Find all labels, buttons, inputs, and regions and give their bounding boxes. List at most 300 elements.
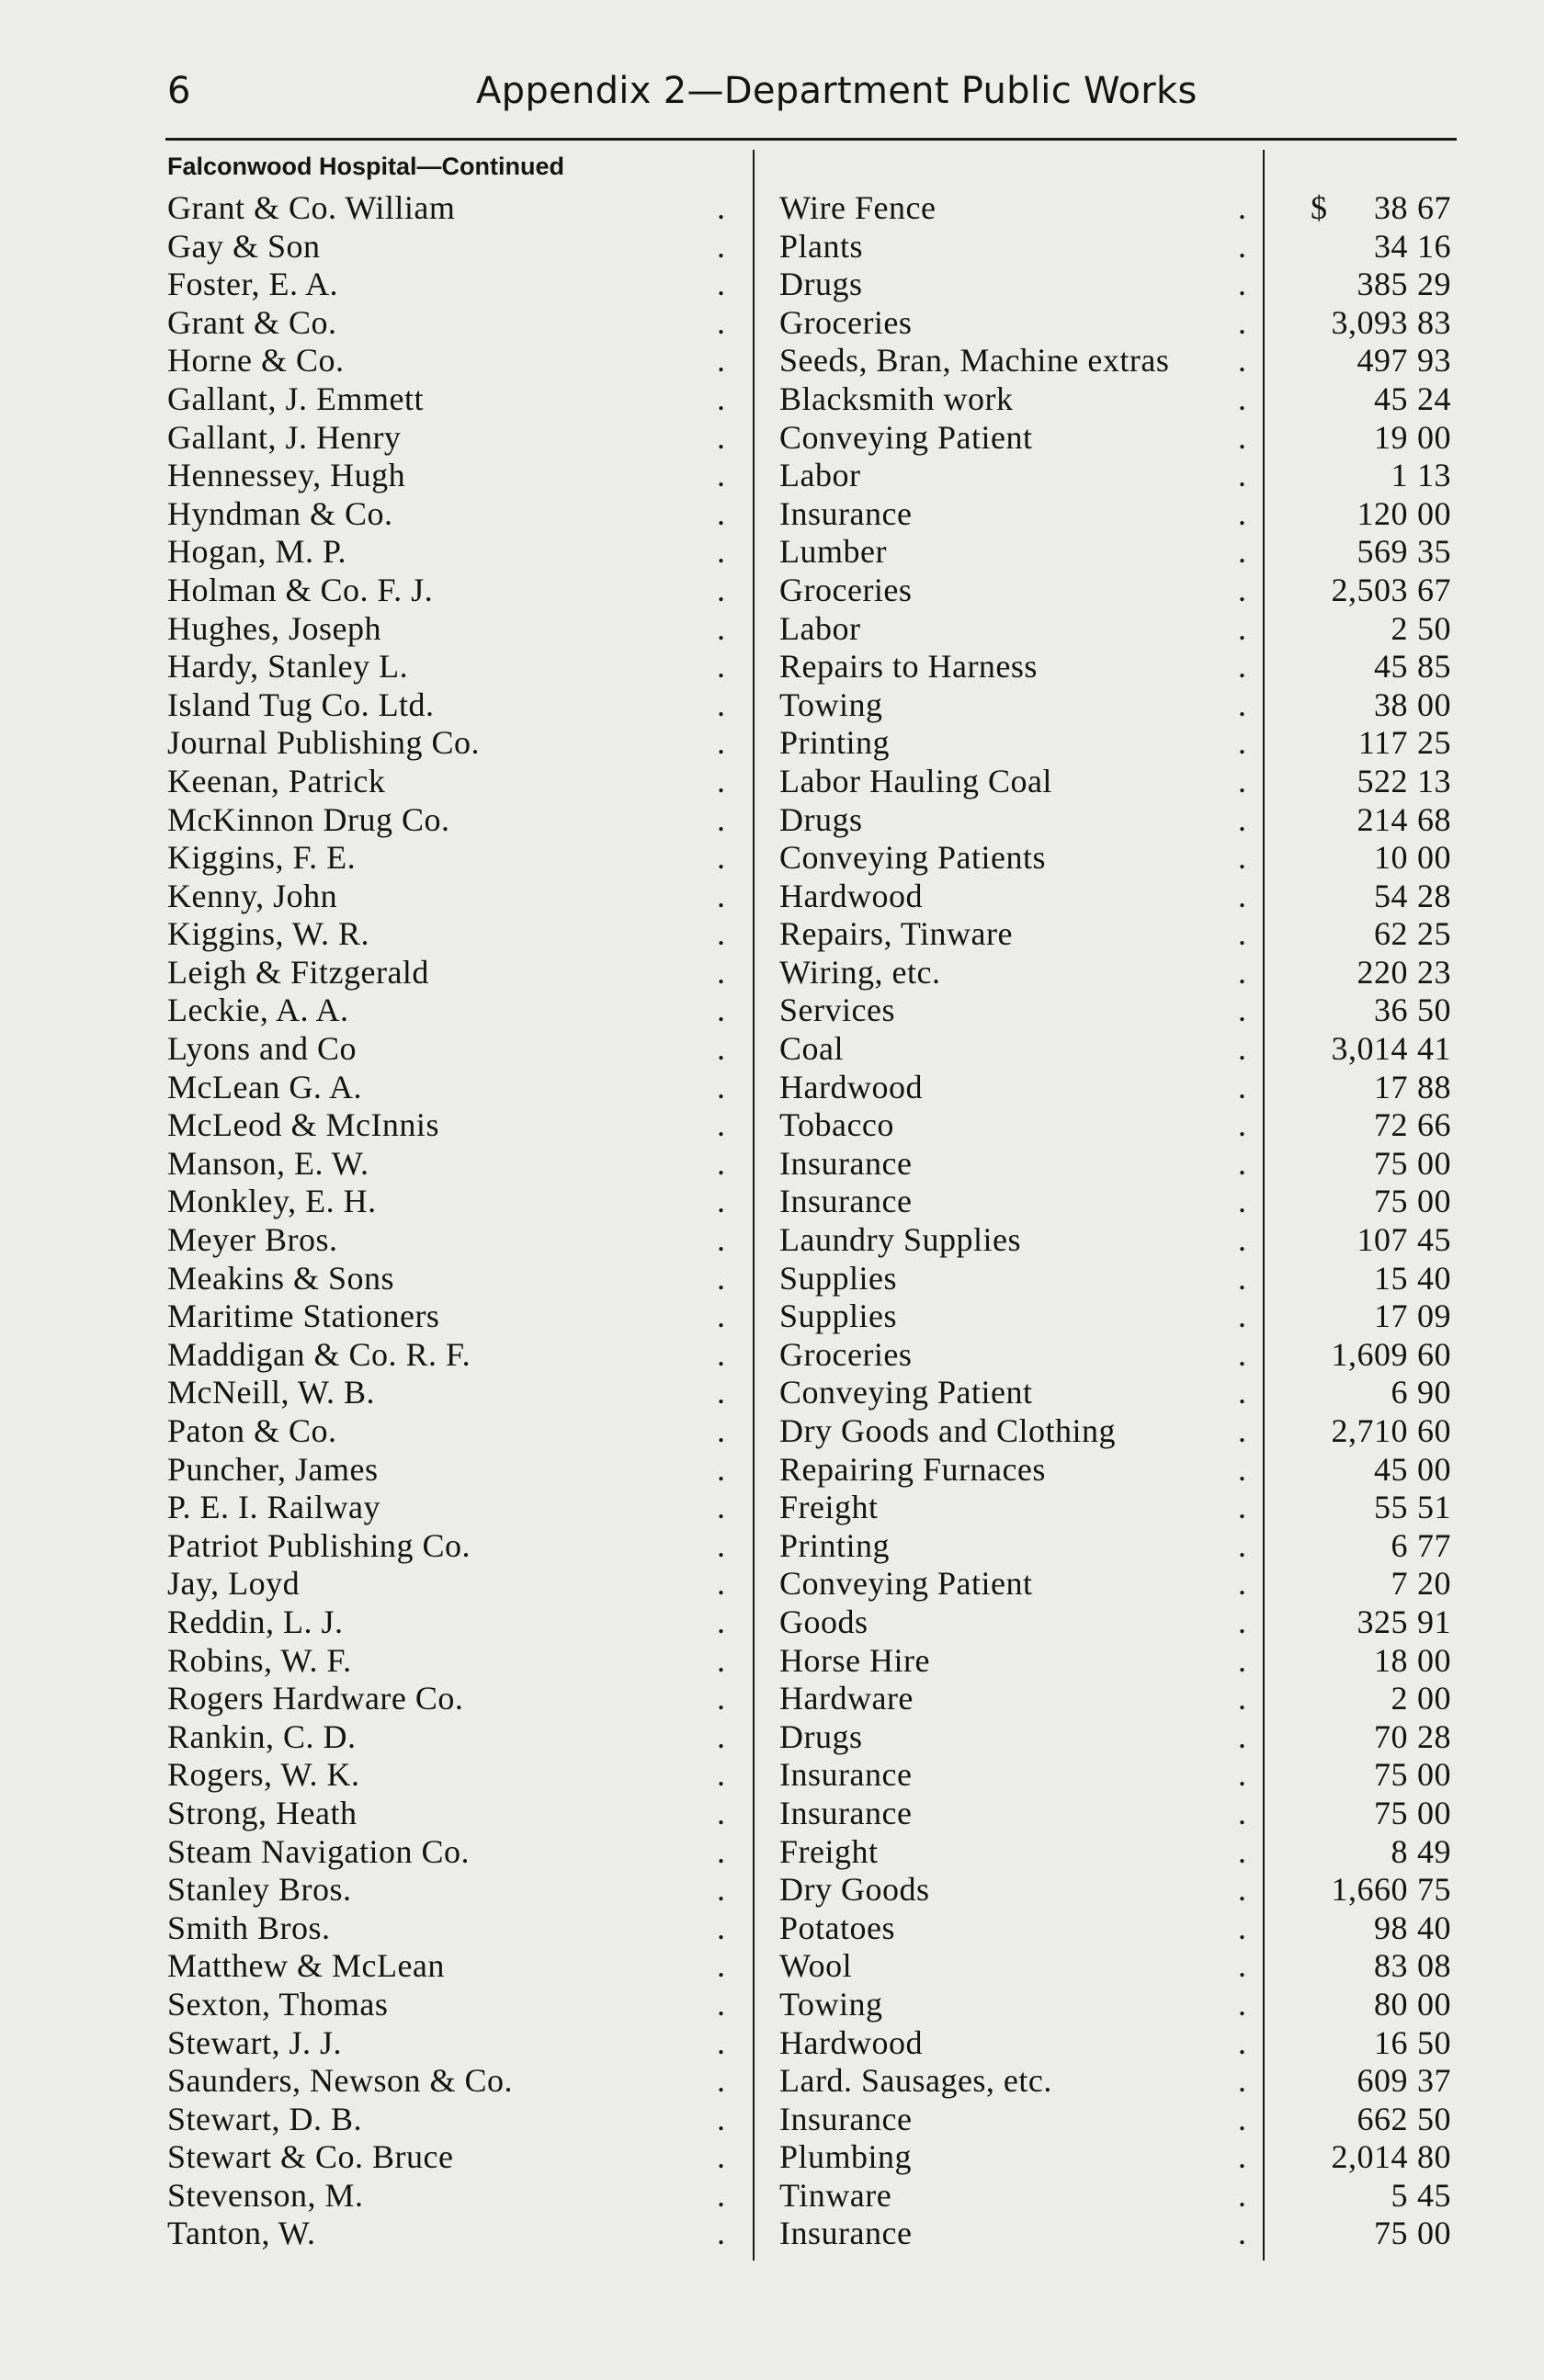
- leader-dot: .: [717, 953, 726, 991]
- table-row: [0, 609, 1544, 648]
- payee-name: Jay, Loyd: [167, 1565, 301, 1603]
- table-row: [0, 265, 1544, 303]
- amount-dollars: 117: [1357, 724, 1408, 762]
- table-row: [0, 1029, 1544, 1068]
- expense-item: Insurance: [779, 1794, 913, 1831]
- leader-dot: .: [1238, 1450, 1247, 1488]
- amount-cents: 51: [1417, 1489, 1451, 1526]
- leader-dot: .: [717, 1183, 726, 1220]
- expense-item: Groceries: [779, 1335, 913, 1373]
- expense-item: Repairing Furnaces: [779, 1450, 1046, 1488]
- expense-item: Towing: [779, 686, 883, 723]
- expense-item: Insurance: [779, 2100, 913, 2137]
- table-row: [0, 1946, 1544, 1985]
- expense-item: Conveying Patient: [779, 1374, 1033, 1411]
- amount-cents: 75: [1417, 1871, 1451, 1909]
- amount-cents: 13: [1417, 457, 1451, 494]
- table-row: [0, 1679, 1544, 1717]
- payee-name: McLeod & McInnis: [167, 1106, 439, 1144]
- payee-name: McLean G. A.: [167, 1068, 362, 1105]
- page-number: 6: [167, 70, 191, 112]
- leader-dot: .: [717, 2062, 726, 2100]
- amount-dollars: 75: [1374, 1144, 1408, 1182]
- leader-dot: .: [1238, 724, 1247, 762]
- payee-name: Sexton, Thomas: [167, 1985, 389, 2023]
- leader-dot: .: [1238, 380, 1247, 417]
- expense-item: Goods: [779, 1603, 868, 1640]
- amount-dollars: 2: [1391, 609, 1408, 647]
- amount-dollars: 75: [1374, 1756, 1408, 1794]
- table-row: [0, 571, 1544, 609]
- leader-dot: .: [1238, 1871, 1247, 1909]
- payee-name: Horne & Co.: [167, 342, 345, 380]
- leader-dot: .: [717, 1298, 726, 1335]
- expense-item: Insurance: [779, 2215, 913, 2252]
- leader-dot: .: [1238, 1183, 1247, 1220]
- table-row: [0, 1755, 1544, 1794]
- payee-name: Gay & Son: [167, 227, 321, 265]
- payee-name: Maddigan & Co. R. F.: [167, 1335, 471, 1373]
- expense-item: Insurance: [779, 1756, 913, 1794]
- leader-dot: .: [1238, 1794, 1247, 1831]
- payee-name: Grant & Co.: [167, 303, 337, 341]
- expense-item: Labor Hauling Coal: [779, 762, 1052, 799]
- amount-cents: 67: [1417, 571, 1451, 608]
- expense-item: Hardwood: [779, 877, 923, 914]
- leader-dot: .: [717, 1106, 726, 1144]
- leader-dot: .: [717, 992, 726, 1029]
- table-row: [0, 2176, 1544, 2215]
- expense-item: Lumber: [779, 533, 887, 571]
- leader-dot: .: [717, 800, 726, 838]
- amount-cents: 29: [1417, 266, 1451, 303]
- amount-dollars: 325: [1357, 1603, 1408, 1640]
- amount-dollars: 55: [1374, 1489, 1408, 1526]
- leader-dot: .: [1238, 800, 1247, 838]
- table-row: [0, 1182, 1544, 1220]
- amount-cents: 88: [1417, 1068, 1451, 1105]
- leader-dot: .: [717, 1871, 726, 1909]
- amount-cents: 35: [1417, 533, 1451, 571]
- amount-cents: 16: [1417, 227, 1451, 265]
- expense-item: Conveying Patient: [779, 1565, 1033, 1603]
- leader-dot: .: [1238, 1221, 1247, 1259]
- expense-item: Potatoes: [779, 1909, 895, 1946]
- payee-name: Patriot Publishing Co.: [167, 1526, 471, 1564]
- amount-dollars: 83: [1374, 1947, 1408, 1985]
- leader-dot: .: [1238, 2138, 1247, 2176]
- expense-item: Labor: [779, 609, 861, 647]
- payee-name: Meyer Bros.: [167, 1221, 338, 1259]
- amount-cents: 50: [1417, 992, 1451, 1029]
- expense-item: Hardwood: [779, 2023, 923, 2061]
- payee-name: Holman & Co. F. J.: [167, 571, 434, 608]
- amount-cents: 00: [1417, 494, 1451, 532]
- payee-name: Matthew & McLean: [167, 1947, 445, 1985]
- table-row: [0, 227, 1544, 266]
- amount-cents: 90: [1417, 1374, 1451, 1411]
- expense-item: Conveying Patients: [779, 839, 1046, 877]
- expense-item: Repairs to Harness: [779, 648, 1038, 686]
- table-row: [0, 1717, 1544, 1756]
- payee-name: Leigh & Fitzgerald: [167, 953, 429, 991]
- leader-dot: .: [1238, 686, 1247, 723]
- amount-cents: 67: [1417, 189, 1451, 226]
- amount-dollars: 1: [1391, 457, 1408, 494]
- table-row: [0, 188, 1544, 227]
- amount-dollars: 2,503: [1331, 571, 1408, 608]
- amount-cents: 85: [1417, 648, 1451, 686]
- leader-dot: .: [1238, 1985, 1247, 2023]
- amount-dollars: 8: [1391, 1832, 1408, 1870]
- section-title: Falconwood Hospital—Continued: [167, 153, 564, 180]
- table-row: [0, 991, 1544, 1029]
- leader-dot: .: [717, 1489, 726, 1526]
- amount-dollars: 10: [1374, 839, 1408, 877]
- leader-dot: .: [717, 533, 726, 571]
- payee-name: Rankin, C. D.: [167, 1717, 357, 1755]
- leader-dot: .: [717, 724, 726, 762]
- payee-name: Rogers Hardware Co.: [167, 1680, 464, 1717]
- expense-item: Plumbing: [779, 2138, 913, 2176]
- table-row: [0, 2100, 1544, 2138]
- amount-dollars: 18: [1374, 1641, 1408, 1679]
- leader-dot: .: [717, 1680, 726, 1717]
- leader-dot: .: [717, 1526, 726, 1564]
- table-row: [0, 1870, 1544, 1909]
- table-row: [0, 2023, 1544, 2062]
- payee-name: Maritime Stationers: [167, 1298, 440, 1335]
- table-row: [0, 800, 1544, 839]
- payee-name: Stanley Bros.: [167, 1871, 352, 1909]
- leader-dot: .: [1238, 2215, 1247, 2252]
- amount-cents: 66: [1417, 1106, 1451, 1144]
- leader-dot: .: [717, 1985, 726, 2023]
- table-row: [0, 2137, 1544, 2176]
- payee-name: Keenan, Patrick: [167, 762, 386, 799]
- leader-dot: .: [717, 266, 726, 303]
- expense-item: Labor: [779, 457, 861, 494]
- table-row: [0, 303, 1544, 342]
- table-row: [0, 838, 1544, 877]
- payee-name: Steam Navigation Co.: [167, 1832, 470, 1870]
- table-row: [0, 1526, 1544, 1565]
- table-row: [0, 953, 1544, 992]
- expense-item: Insurance: [779, 494, 913, 532]
- table-row: [0, 1832, 1544, 1871]
- expense-item: Groceries: [779, 571, 913, 608]
- ledger-table: [0, 188, 1544, 2252]
- amount-dollars: 6: [1391, 1374, 1408, 1411]
- amount-dollars: 38: [1374, 189, 1408, 226]
- payee-name: Hyndman & Co.: [167, 494, 393, 532]
- table-row: [0, 1105, 1544, 1144]
- amount-cents: 28: [1417, 1717, 1451, 1755]
- expense-item: Blacksmith work: [779, 380, 1014, 417]
- amount-cents: 28: [1417, 877, 1451, 914]
- leader-dot: .: [1238, 609, 1247, 647]
- leader-dot: .: [1238, 1717, 1247, 1755]
- payee-name: McKinnon Drug Co.: [167, 800, 450, 838]
- leader-dot: .: [1238, 915, 1247, 953]
- expense-item: Coal: [779, 1030, 844, 1068]
- leader-dot: .: [1238, 1526, 1247, 1564]
- amount-cents: 00: [1417, 1641, 1451, 1679]
- table-row: [0, 1144, 1544, 1183]
- expense-item: Seeds, Bran, Machine extras: [779, 342, 1170, 380]
- amount-cents: 00: [1417, 1450, 1451, 1488]
- amount-dollars: 1,609: [1331, 1335, 1408, 1373]
- leader-dot: .: [1238, 1832, 1247, 1870]
- expense-item: Groceries: [779, 303, 913, 341]
- expense-item: Insurance: [779, 1144, 913, 1182]
- table-row: [0, 1603, 1544, 1641]
- table-row: [0, 1794, 1544, 1832]
- leader-dot: .: [1238, 342, 1247, 380]
- expense-item: Horse Hire: [779, 1641, 930, 1679]
- leader-dot: .: [1238, 762, 1247, 799]
- amount-dollars: 1,660: [1331, 1871, 1408, 1909]
- amount-cents: 23: [1417, 953, 1451, 991]
- leader-dot: .: [717, 609, 726, 647]
- expense-item: Plants: [779, 227, 864, 265]
- leader-dot: .: [1238, 1335, 1247, 1373]
- table-row: [0, 456, 1544, 494]
- amount-dollars: 54: [1374, 877, 1408, 914]
- expense-item: Services: [779, 992, 895, 1029]
- amount-cents: 49: [1417, 1832, 1451, 1870]
- amount-cents: 00: [1417, 1183, 1451, 1220]
- leader-dot: .: [1238, 1603, 1247, 1640]
- expense-item: Wool: [779, 1947, 853, 1985]
- leader-dot: .: [1238, 494, 1247, 532]
- payee-name: Monkley, E. H.: [167, 1183, 377, 1220]
- amount-dollars: 38: [1374, 686, 1408, 723]
- payee-name: Gallant, J. Emmett: [167, 380, 424, 417]
- currency-symbol: $: [1311, 189, 1328, 226]
- payee-name: Paton & Co.: [167, 1412, 337, 1449]
- leader-dot: .: [717, 686, 726, 723]
- payee-name: Meakins & Sons: [167, 1259, 395, 1297]
- table-row: [0, 1297, 1544, 1335]
- leader-dot: .: [1238, 1106, 1247, 1144]
- payee-name: Robins, W. F.: [167, 1641, 352, 1679]
- amount-cents: 40: [1417, 1909, 1451, 1946]
- amount-dollars: 5: [1391, 2176, 1408, 2214]
- payee-name: Manson, E. W.: [167, 1144, 369, 1182]
- table-row: [0, 1564, 1544, 1603]
- leader-dot: .: [717, 877, 726, 914]
- leader-dot: .: [1238, 839, 1247, 877]
- leader-dot: .: [717, 1450, 726, 1488]
- payee-name: Stewart, D. B.: [167, 2100, 362, 2137]
- table-row: [0, 1909, 1544, 1947]
- payee-name: Island Tug Co. Ltd.: [167, 686, 435, 723]
- leader-dot: .: [1238, 953, 1247, 991]
- amount-dollars: 36: [1374, 992, 1408, 1029]
- leader-dot: .: [717, 1641, 726, 1679]
- expense-item: Dry Goods and Clothing: [779, 1412, 1116, 1449]
- table-row: [0, 1220, 1544, 1259]
- leader-dot: .: [717, 1756, 726, 1794]
- table-row: [0, 2214, 1544, 2252]
- amount-cents: 13: [1417, 762, 1451, 799]
- table-row: [0, 762, 1544, 800]
- leader-dot: .: [717, 1068, 726, 1105]
- payee-name: Lyons and Co: [167, 1030, 358, 1068]
- leader-dot: .: [717, 1144, 726, 1182]
- table-row: [0, 494, 1544, 533]
- amount-cents: 24: [1417, 380, 1451, 417]
- amount-dollars: 2: [1391, 1680, 1408, 1717]
- leader-dot: .: [1238, 1068, 1247, 1105]
- amount-dollars: 385: [1357, 266, 1408, 303]
- amount-dollars: 497: [1357, 342, 1408, 380]
- leader-dot: .: [1238, 1298, 1247, 1335]
- leader-dot: .: [717, 1374, 726, 1411]
- leader-dot: .: [717, 762, 726, 799]
- table-row: [0, 341, 1544, 380]
- leader-dot: .: [1238, 1756, 1247, 1794]
- amount-cents: 50: [1417, 2100, 1451, 2137]
- expense-item: Drugs: [779, 266, 863, 303]
- leader-dot: .: [717, 2100, 726, 2137]
- amount-cents: 09: [1417, 1298, 1451, 1335]
- amount-cents: 91: [1417, 1603, 1451, 1640]
- payee-name: Reddin, L. J.: [167, 1603, 344, 1640]
- expense-item: Dry Goods: [779, 1871, 930, 1909]
- amount-dollars: 6: [1391, 1526, 1408, 1564]
- leader-dot: .: [717, 418, 726, 456]
- expense-item: Towing: [779, 1985, 883, 2023]
- amount-cents: 60: [1417, 1335, 1451, 1373]
- table-row: [0, 647, 1544, 686]
- amount-dollars: 45: [1374, 648, 1408, 686]
- table-row: [0, 2061, 1544, 2100]
- amount-dollars: 75: [1374, 1794, 1408, 1831]
- leader-dot: .: [1238, 457, 1247, 494]
- leader-dot: .: [717, 2023, 726, 2061]
- leader-dot: .: [1238, 1565, 1247, 1603]
- payee-name: Kiggins, W. R.: [167, 915, 370, 953]
- amount-cents: 00: [1417, 1680, 1451, 1717]
- leader-dot: .: [1238, 1489, 1247, 1526]
- expense-item: Wiring, etc.: [779, 953, 941, 991]
- expense-item: Drugs: [779, 800, 863, 838]
- leader-dot: .: [717, 2215, 726, 2252]
- amount-dollars: 3,014: [1331, 1030, 1408, 1068]
- payee-name: Kenny, John: [167, 877, 338, 914]
- leader-dot: .: [717, 457, 726, 494]
- amount-cents: 83: [1417, 303, 1451, 341]
- amount-cents: 45: [1417, 2176, 1451, 2214]
- header-rule: [165, 138, 1457, 141]
- leader-dot: .: [1238, 189, 1247, 226]
- leader-dot: .: [1238, 533, 1247, 571]
- amount-cents: 37: [1417, 2062, 1451, 2100]
- amount-cents: 00: [1417, 686, 1451, 723]
- amount-cents: 93: [1417, 342, 1451, 380]
- leader-dot: .: [717, 303, 726, 341]
- expense-item: Tinware: [779, 2176, 892, 2214]
- expense-item: Supplies: [779, 1298, 898, 1335]
- amount-cents: 00: [1417, 2215, 1451, 2252]
- amount-cents: 00: [1417, 1985, 1451, 2023]
- amount-dollars: 3,093: [1331, 303, 1408, 341]
- amount-dollars: 16: [1374, 2023, 1408, 2061]
- table-row: [0, 914, 1544, 953]
- leader-dot: .: [1238, 571, 1247, 608]
- leader-dot: .: [717, 494, 726, 532]
- payee-name: Stewart, J. J.: [167, 2023, 342, 2061]
- amount-dollars: 220: [1357, 953, 1408, 991]
- leader-dot: .: [1238, 877, 1247, 914]
- amount-dollars: 569: [1357, 533, 1408, 571]
- expense-item: Laundry Supplies: [779, 1221, 1021, 1259]
- running-head: Appendix 2—Department Public Works: [476, 70, 1198, 112]
- amount-cents: 68: [1417, 800, 1451, 838]
- payee-name: Hennessey, Hugh: [167, 457, 406, 494]
- leader-dot: .: [717, 1794, 726, 1831]
- leader-dot: .: [717, 915, 726, 953]
- expense-item: Freight: [779, 1489, 879, 1526]
- payee-name: Puncher, James: [167, 1450, 379, 1488]
- amount-dollars: 98: [1374, 1909, 1408, 1946]
- amount-cents: 41: [1417, 1030, 1451, 1068]
- table-row: [0, 1985, 1544, 2023]
- expense-item: Tobacco: [779, 1106, 894, 1144]
- table-row: [0, 1641, 1544, 1680]
- amount-cents: 00: [1417, 1144, 1451, 1182]
- table-row: [0, 877, 1544, 915]
- amount-dollars: 45: [1374, 380, 1408, 417]
- payee-name: Smith Bros.: [167, 1909, 331, 1946]
- amount-dollars: 2,014: [1331, 2138, 1408, 2176]
- table-row: [0, 532, 1544, 571]
- amount-dollars: 609: [1357, 2062, 1408, 2100]
- expense-item: Lard. Sausages, etc.: [779, 2062, 1052, 2100]
- leader-dot: .: [717, 1832, 726, 1870]
- amount-cents: 00: [1417, 418, 1451, 456]
- payee-name: P. E. I. Railway: [167, 1489, 380, 1526]
- table-row: [0, 1488, 1544, 1526]
- leader-dot: .: [1238, 2176, 1247, 2214]
- payee-name: Foster, E. A.: [167, 266, 339, 303]
- payee-name: Tanton, W.: [167, 2215, 316, 2252]
- leader-dot: .: [1238, 2062, 1247, 2100]
- amount-dollars: 75: [1374, 2215, 1408, 2252]
- leader-dot: .: [717, 1909, 726, 1946]
- payee-name: Saunders, Newson & Co.: [167, 2062, 513, 2100]
- leader-dot: .: [717, 839, 726, 877]
- payee-name: Grant & Co. William: [167, 189, 456, 226]
- leader-dot: .: [717, 1335, 726, 1373]
- payee-name: Journal Publishing Co.: [167, 724, 481, 762]
- table-row: [0, 1335, 1544, 1374]
- expense-item: Supplies: [779, 1259, 898, 1297]
- payee-name: Rogers, W. K.: [167, 1756, 360, 1794]
- expense-item: Conveying Patient: [779, 418, 1033, 456]
- leader-dot: .: [1238, 1030, 1247, 1068]
- amount-dollars: 72: [1374, 1106, 1408, 1144]
- leader-dot: .: [1238, 1412, 1247, 1449]
- amount-cents: 00: [1417, 839, 1451, 877]
- table-row: [0, 380, 1544, 418]
- amount-dollars: 70: [1374, 1717, 1408, 1755]
- table-row: [0, 686, 1544, 724]
- leader-dot: .: [1238, 266, 1247, 303]
- payee-name: Stevenson, M.: [167, 2176, 364, 2214]
